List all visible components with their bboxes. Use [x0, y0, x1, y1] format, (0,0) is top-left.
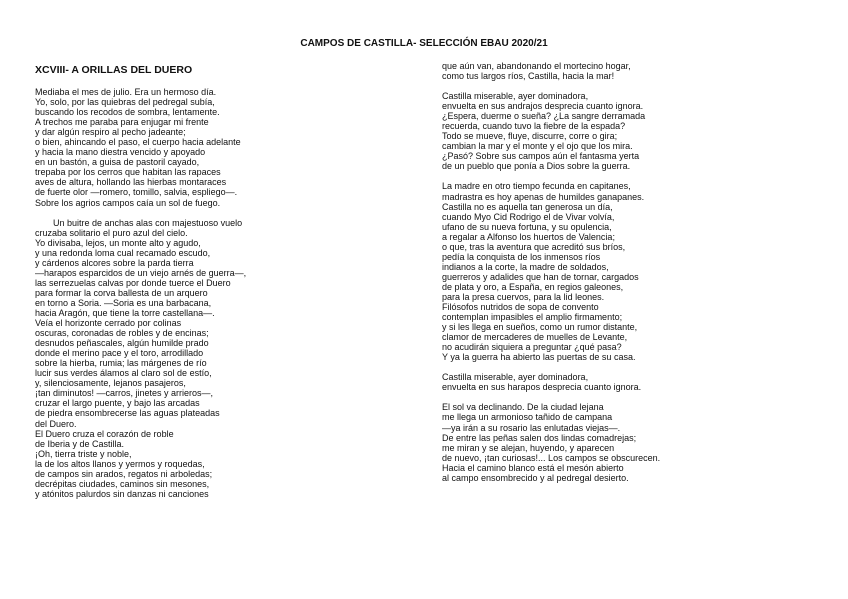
right-stanzas — [442, 61, 822, 483]
stanza — [442, 91, 822, 171]
poem-line: Yo divisaba, lejos, un monte alto y agudo, — [35, 237, 201, 248]
poem-line: de plata y oro, a España, en regios galeones, — [442, 281, 624, 292]
poem-line: y cárdenos alcores sobre la parda tierra — [35, 257, 194, 268]
poem-line: la de los altos llanos y yermos y roquedas, — [35, 458, 205, 469]
poem-line: sobre la hierba, rumia; las márgenes de río — [35, 358, 207, 369]
poem-line: de campos sin arados, regatos ni arboledas; — [35, 468, 213, 479]
poem-line: donde el merino pace y el toro, arrodillado — [35, 348, 204, 359]
poem-line: ¡Oh, tierra triste y noble, — [35, 448, 132, 459]
poem-line: Yo, solo, por las quiebras del pedregal subía, — [35, 97, 215, 108]
poem-line: al campo ensombrecido y al pedregal desierto. — [442, 472, 629, 483]
poem-line: envuelta en sus harapos desprecia cuanto ignora. — [442, 382, 642, 393]
poem-line: o que, tras la aventura que acreditó sus bríos, — [442, 241, 626, 252]
poem-line: clamor de mercaderes de muelles de Levante, — [442, 332, 628, 343]
poem-line: y dar algún respiro al pecho jadeante; — [35, 127, 186, 138]
poem-line: me miran y se alejan, huyendo, y aparecen — [442, 442, 615, 453]
poem-line: Veía el horizonte cerrado por colinas — [35, 318, 182, 329]
poem-line: cruzaba solitario el puro azul del cielo. — [35, 227, 188, 238]
left-stanzas — [35, 87, 405, 499]
poem-line: para formar la corva ballesta de un arquero — [35, 287, 208, 298]
poem-line: Un buitre de anchas alas con majestuoso vuelo — [53, 217, 243, 228]
poem-line: trepaba por los cerros que habitan las rapaces — [35, 167, 221, 178]
poem-line: guerreros y adalides que han de tornar, cargados — [442, 271, 639, 282]
poem-line: Todo se mueve, fluye, discurre, corre o gira; — [442, 131, 618, 142]
poem-line: indianos a la corte, la madre de soldados, — [442, 261, 609, 272]
right-column — [442, 61, 822, 493]
poem-line: de Iberia y de Castilla. — [35, 438, 125, 449]
poem-line: ufano de su nueva fortuna, y su opulencia, — [442, 221, 612, 232]
stanza — [442, 372, 822, 392]
poem-line: a regalar a Alfonso los huertos de Valencia; — [442, 231, 615, 242]
poem-line: Mediaba el mes de julio. Era un hermoso día. — [35, 87, 217, 97]
poem-line: hacia Aragón, que tiene la torre castellana—. — [35, 307, 215, 318]
poem-line: y una redonda loma cual recamado escudo, — [35, 247, 211, 258]
poem-line: para la presa cuervos, para la lid leones. — [442, 291, 605, 302]
poem-line: —harapos esparcidos de un viejo arnés de guerra—, — [35, 267, 247, 278]
poem-line: Castilla no es aquella tan generosa un día, — [442, 201, 613, 212]
poem-line: como tus largos ríos, Castilla, hacia la mar! — [442, 71, 615, 82]
poem-line: me llega un armonioso tañido de campana — [442, 412, 613, 423]
poem-line: aves de altura, hollando las hierbas montaraces — [35, 177, 227, 188]
stanza — [442, 181, 822, 362]
poem-line: decrépitas ciudades, caminos sin mesones, — [35, 478, 210, 489]
poem-line: en torno a Soria. —Soria es una barbacana, — [35, 297, 212, 308]
poem-line: La madre en otro tiempo fecunda en capitanes, — [442, 181, 631, 192]
poem-line: de piedra ensombrecerse las aguas plateadas — [35, 408, 220, 419]
poem-line: ¿Pasó? Sobre sus campos aún el fantasma yerta — [442, 151, 640, 162]
poem-line: recuerda, cuando tuvo la fiebre de la espada? — [442, 121, 626, 132]
poem-line: A trechos me paraba para enjugar mi frente — [35, 117, 209, 128]
poem-line: de nuevo, ¡tan curiosas!... Los campos se obscurecen. — [442, 452, 661, 463]
poem-line: que aún van, abandonando el mortecino hogar, — [442, 61, 631, 71]
poem-line: Hacia el camino blanco está el mesón abierto — [442, 462, 624, 473]
poem-line: Castilla miserable, ayer dominadora, — [442, 91, 589, 102]
poem-line: de fuerte olor —romero, tomillo, salvia, espliego—. — [35, 187, 238, 198]
poem-line: buscando los recodos de sombra, lentamente. — [35, 107, 220, 118]
poem-line: y hacia la mano diestra vencido y apoyado — [35, 147, 206, 158]
stanza — [35, 87, 405, 208]
poem-line: El sol va declinando. De la ciudad lejana — [442, 402, 604, 413]
poem-title: XCVIII- A ORILLAS DEL DUERO — [35, 64, 193, 76]
poem-line: madrastra es hoy apenas de humildes ganapanes. — [442, 191, 645, 202]
poem-line: cruzar el largo puente, y bajo las arcadas — [35, 398, 200, 409]
poem-line: Sobre los agrios campos caía un sol de fuego. — [35, 197, 221, 208]
poem-line: cambian la mar y el monte y el ojo que los mira. — [442, 141, 633, 152]
poem-line: —ya irán a su rosario las enlutadas viejas—. — [442, 422, 621, 433]
poem-line: del Duero. — [35, 418, 77, 429]
poem-line: y atónitos palurdos sin danzas ni canciones — [35, 488, 209, 499]
stanza — [35, 218, 405, 499]
poem-line: envuelta en sus andrajos desprecia cuanto ignora. — [442, 101, 644, 112]
poem-line: pedía la conquista de los inmensos ríos — [442, 251, 601, 262]
poem-line: contemplan impasibles el amplio firmamento; — [442, 312, 623, 323]
poem-line: cuando Myo Cid Rodrigo el de Vivar volvía, — [442, 211, 615, 222]
poem-line: y si les llega en sueños, como un rumor distante, — [442, 322, 638, 333]
poem-line: en un bastón, a guisa de pastoril cayado, — [35, 157, 200, 168]
poem-line: Filósofos nutridos de sopa de convento — [442, 302, 599, 313]
stanza — [442, 61, 822, 81]
poem-line: de un pueblo que ponía a Dios sobre la guerra. — [442, 161, 631, 172]
poem-line: Y ya la guerra ha abierto las puertas de su casa. — [442, 352, 636, 363]
page-header-title: CAMPOS DE CASTILLA- SELECCIÓN EBAU 2020/21 — [300, 38, 548, 49]
poem-line: El Duero cruza el corazón de roble — [35, 428, 174, 439]
poem-line: y, silenciosamente, lejanos pasajeros, — [35, 378, 186, 389]
stanza — [442, 402, 822, 482]
poem-line: De entre las peñas salen dos lindas comadrejas; — [442, 432, 637, 443]
poem-line: las serrezuelas calvas por donde tuerce el Duero — [35, 277, 231, 288]
poem-line: ¡tan diminutos! —carros, jinetes y arrieros—, — [35, 388, 214, 399]
poem-line: no acudirán siquiera a preguntar ¿qué pasa? — [442, 342, 622, 353]
poem-line: ¿Espera, duerme o sueña? ¿La sangre derramada — [442, 111, 646, 122]
poem-line: oscuras, coronadas de robles y de encinas; — [35, 328, 209, 339]
poem-line: o bien, ahincando el paso, el cuerpo hacia adelante — [35, 137, 241, 148]
left-column — [35, 63, 405, 509]
poem-line: desnudos peñascales, algún humilde prado — [35, 338, 209, 349]
poem-line: Castilla miserable, ayer dominadora, — [442, 372, 589, 383]
poem-line: lucir sus verdes álamos al claro sol de estío, — [35, 368, 212, 379]
